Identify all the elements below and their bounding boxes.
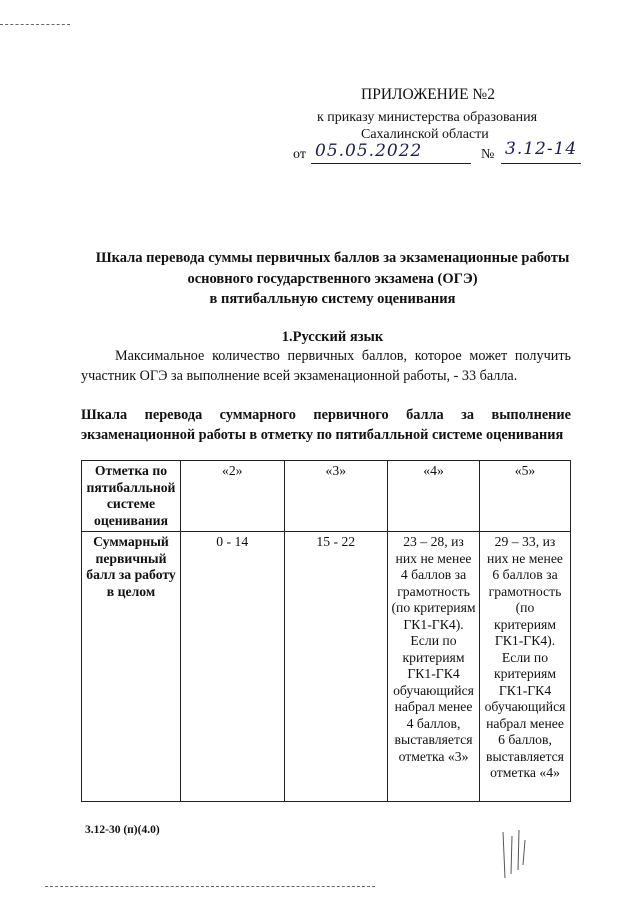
grade-conversion-table bbox=[81, 460, 571, 802]
document-title-line-3: в пятибалльную систему оценивания bbox=[209, 291, 456, 307]
handwritten-number: 3.12-14 bbox=[505, 139, 578, 159]
appendix-label: ПРИЛОЖЕНИЕ №2 bbox=[361, 86, 495, 103]
order-reference: к приказу министерства образования bbox=[317, 110, 538, 125]
scale-title-line-1: Шкала перевода суммарного первичного балла за выполнение bbox=[81, 407, 571, 423]
order-date-number-row bbox=[293, 141, 583, 165]
document-title-line-1: Шкала перевода суммы первичных баллов за экзаменационные работы bbox=[95, 250, 570, 266]
scan-artifact-top bbox=[0, 24, 70, 25]
scan-artifact-bottom bbox=[45, 886, 375, 887]
scale-title bbox=[81, 405, 571, 445]
region-name: Сахалинской области bbox=[361, 127, 489, 142]
header-grade-5: «5» bbox=[480, 461, 571, 532]
header-grade-2: «2» bbox=[180, 461, 284, 532]
cell-score-grade-4: 23 – 28, из них не менее 4 баллов за грамотность (по критериям ГК1-ГК4). Если по критериям ГК1-ГК4 обучающийся набрал менее 4 баллов, выставляется отметка «3» bbox=[388, 532, 480, 802]
number-prefix: № bbox=[481, 147, 495, 162]
table-row bbox=[82, 532, 571, 802]
scale-title-line-2: экзаменационной работы в отметку по пятибалльной системе оценивания bbox=[81, 427, 564, 443]
header-grade-4: «4» bbox=[388, 461, 480, 532]
date-prefix: от bbox=[293, 147, 306, 162]
handwritten-date: 05.05.2022 bbox=[315, 141, 423, 161]
header-grade-3: «3» bbox=[284, 461, 388, 532]
document-title-line-2: основного государственного экзамена (ОГЭ) bbox=[187, 271, 478, 287]
max-score-paragraph: Максимальное количество первичных баллов, которое может получить участник ОГЭ за выполнение всей экзаменационной работы, - 33 балла. bbox=[81, 348, 571, 384]
number-underline bbox=[501, 163, 581, 164]
document-code: 3.12-30 (п)(4.0) bbox=[85, 824, 160, 836]
cell-score-grade-2: 0 - 14 bbox=[180, 532, 284, 802]
cell-score-grade-5: 29 – 33, из них не менее 6 баллов за грамотность (по критериям ГК1-ГК4). Если по критериям ГК1-ГК4 обучающийся набрал менее 6 баллов, выставляется отметка «4» bbox=[480, 532, 571, 802]
header-grade-label: Отметка по пятибалльной системе оценивания bbox=[82, 461, 181, 532]
margin-stamp-marks bbox=[499, 830, 529, 880]
table-header-row bbox=[82, 461, 571, 532]
row-label-total-score: Суммарный первичный балл за работу в целом bbox=[82, 532, 181, 802]
cell-score-grade-3: 15 - 22 bbox=[284, 532, 388, 802]
subject-heading: 1.Русский язык bbox=[281, 329, 384, 345]
date-underline bbox=[311, 163, 471, 164]
